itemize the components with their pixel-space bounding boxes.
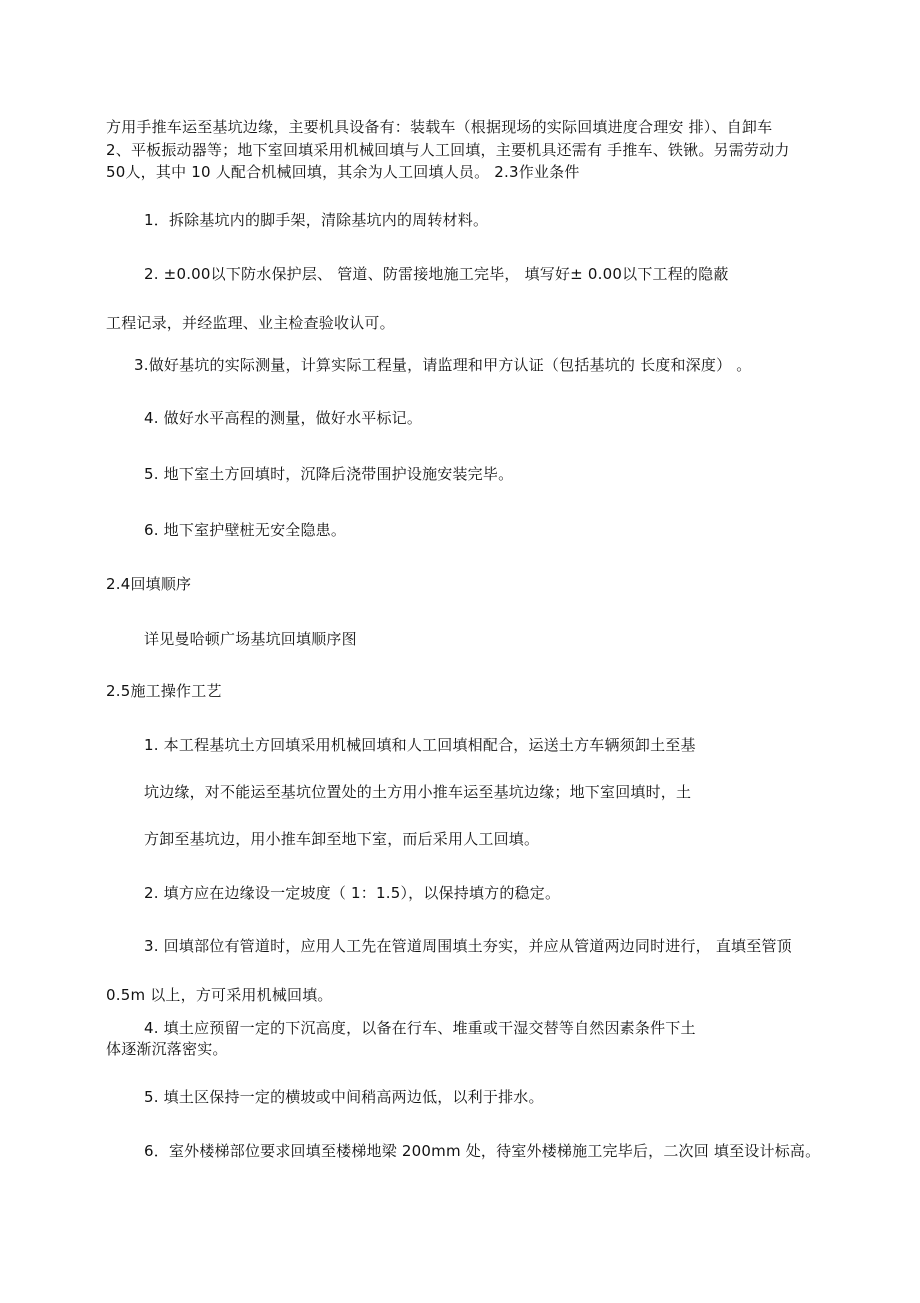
intro-line-2: 2、平板振动器等；地下室回填采用机械回填与人工回填，主要机具还需有 手推车、铁锹。另需劳动力	[106, 141, 790, 159]
intro-line-3: 50人，其中 10 人配合机械回填，其余为人工回填人员。 2.3作业条件	[106, 163, 580, 181]
process-item-4: 4. 填土应预留一定的下沉高度，以备在行车、堆重或干湿交替等自然因素条件下土	[144, 1019, 696, 1037]
section-2-4-body: 详见曼哈顿广场基坑回填顺序图	[144, 630, 357, 648]
process-item-5: 5. 填土区保持一定的横坡或中间稍高两边低，以利于排水。	[144, 1088, 544, 1106]
intro-line-1: 方用手推车运至基坑边缘，主要机具设备有：装载车（根据现场的实际回填进度合理安 排）、自卸车	[106, 118, 773, 136]
condition-item-1: 1．拆除基坑内的脚手架，清除基坑内的周转材料。	[144, 211, 489, 229]
process-item-1-line-3: 方卸至基坑边，用小推车卸至地下室，而后采用人工回填。	[144, 830, 540, 848]
section-2-4-title: 2.4回填顺序	[106, 575, 192, 593]
condition-item-2: 2. ±0.00以下防水保护层、 管道、防雷接地施工完毕， 填写好± 0.00以下工程的隐蔽	[144, 265, 729, 283]
condition-item-5: 5. 地下室土方回填时，沉降后浇带围护设施安装完毕。	[144, 465, 514, 483]
process-item-1: 1. 本工程基坑土方回填采用机械回填和人工回填相配合，运送土方车辆须卸土至基	[144, 736, 696, 754]
process-item-1-line-2: 坑边缘，对不能运至基坑位置处的土方用小推车运至基坑边缘；地下室回填时，土	[144, 783, 692, 801]
process-item-6: 6．室外楼梯部位要求回填至楼梯地梁 200mm 处，待室外楼梯施工完毕后，二次回 填至设计标高。	[144, 1142, 821, 1160]
process-item-4-continued: 体逐渐沉落密实。	[106, 1040, 228, 1058]
condition-item-6: 6. 地下室护壁桩无安全隐患。	[144, 521, 347, 539]
condition-item-4: 4. 做好水平高程的测量，做好水平标记。	[144, 409, 423, 427]
process-item-2: 2. 填方应在边缘设一定坡度（ 1：1.5），以保持填方的稳定。	[144, 884, 561, 902]
section-2-5-title: 2.5施工操作工艺	[106, 682, 222, 700]
process-item-3-continued: 0.5m 以上，方可采用机械回填。	[106, 986, 333, 1004]
process-item-3: 3. 回填部位有管道时，应用人工先在管道周围填土夯实，并应从管道两边同时进行， 直填至管顶	[144, 937, 792, 955]
condition-item-3: 3.做好基坑的实际测量，计算实际工程量，请监理和甲方认证（包括基坑的 长度和深度） 。	[134, 356, 752, 374]
condition-item-2-continued: 工程记录，并经监理、业主检查验收认可。	[106, 314, 395, 332]
